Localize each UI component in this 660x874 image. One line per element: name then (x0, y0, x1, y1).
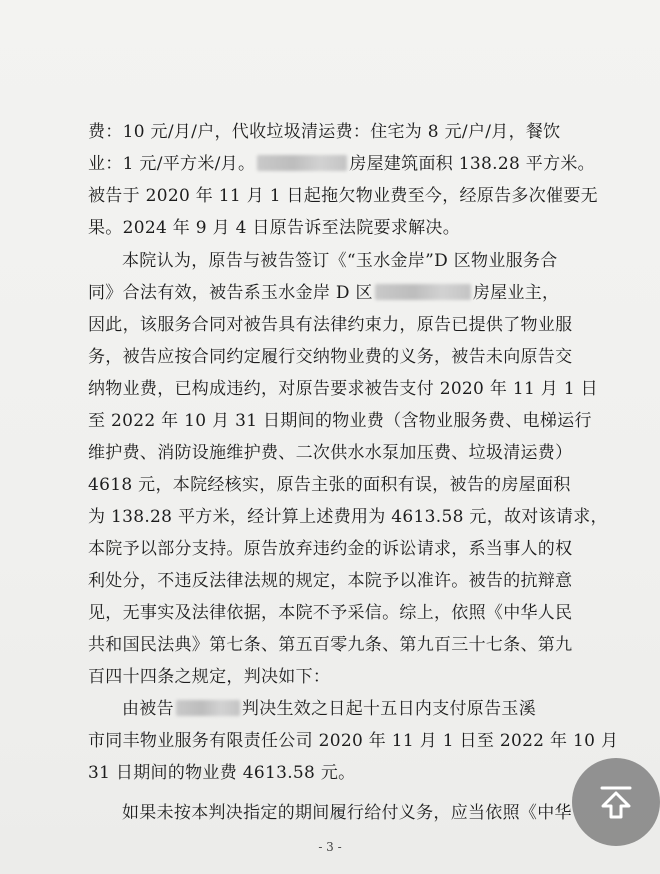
paragraph-start: 如果未按本判决指定的期间履行给付义务，应当依照《中华 (122, 803, 572, 823)
text-line: 31 日期间的物业费 4613.58 元。 (88, 763, 356, 783)
page-number: - 3 - (318, 840, 342, 854)
text-line: 市同丰物业服务有限责任公司 2020 年 11 月 1 日至 2022 年 10 月 (88, 731, 619, 751)
paragraph-start: 本院认为，原告与被告签订《“玉水金岸”D 区物业服务合 (122, 251, 558, 271)
redacted-text (257, 155, 347, 171)
redacted-text (176, 700, 240, 716)
text-line: 被告于 2020 年 11 月 1 日起拖欠物业费至今，经原告多次催要无 (88, 186, 598, 206)
text-line: 费：10 元/月/户，代收垃圾清运费：住宅为 8 元/户/月，餐饮 (88, 122, 561, 142)
text-line: 至 2022 年 10 月 31 日期间的物业费（含物业服务费、电梯运行 (88, 411, 592, 431)
text-line: 纳物业费，已构成违约，对原告要求被告支付 2020 年 11 月 1 日 (88, 379, 598, 399)
redacted-text (375, 284, 471, 300)
text-line: 果。2024 年 9 月 4 日原告诉至法院要求解决。 (88, 218, 461, 238)
text-line: 为 138.28 平方米，经计算上述费用为 4613.58 元，故对该请求， (88, 507, 608, 527)
back-to-top-button[interactable] (572, 758, 660, 846)
text-line: 利处分，不违反法律法规的规定，本院予以准许。被告的抗辩意 (88, 571, 573, 591)
paragraph-start: 由被告 判决生效之日起十五日内支付原告玉溪 (122, 699, 537, 719)
text-line: 同》合法有效，被告系玉水金岸 D 区 房屋业主， (88, 283, 560, 303)
text-line: 见，无事实及法律依据，本院不予采信。综上，依照《中华人民 (88, 603, 573, 623)
text-line: 4618 元，本院经核实，原告主张的面积有误，被告的房屋面积 (88, 475, 571, 495)
text-line: 务，被告应按合同约定履行交纳物业费的义务，被告未向原告交 (88, 347, 573, 367)
text-line: 共和国民法典》第七条、第五百零九条、第九百三十七条、第九 (88, 635, 573, 655)
text-line: 业：1 元/平方米/月。 房屋建筑面积 138.28 平方米。 (88, 154, 595, 174)
text-line: 本院予以部分支持。原告放弃违约金的诉讼请求，系当事人的权 (88, 539, 573, 559)
text-line: 维护费、消防设施维护费、二次供水水泵加压费、垃圾清运费） (88, 443, 573, 463)
text-line: 百四十四条之规定，判决如下： (88, 667, 331, 687)
text-line: 因此，该服务合同对被告具有法律约束力，原告已提供了物业服 (88, 315, 573, 335)
arrow-up-icon (596, 782, 636, 822)
